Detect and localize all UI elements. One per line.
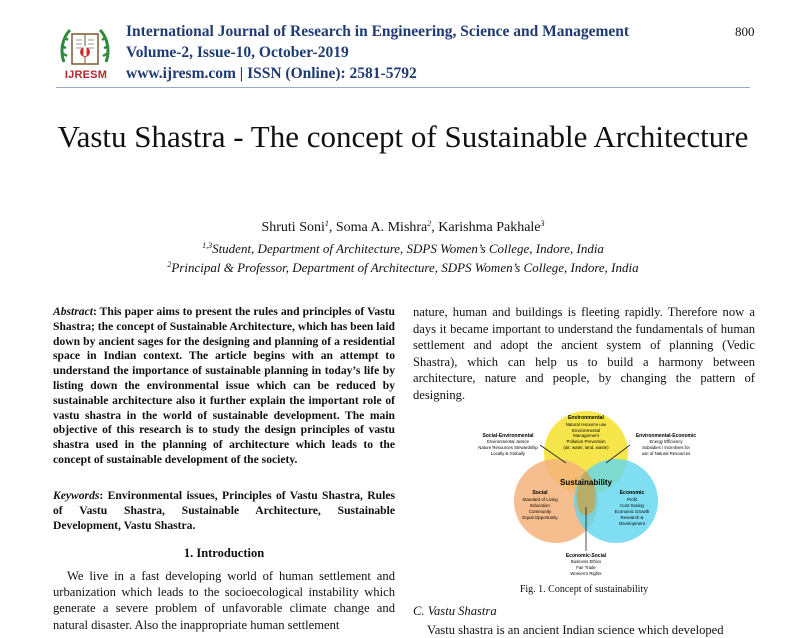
sustainability-venn-diagram	[470, 405, 702, 577]
social-line: Education	[530, 503, 550, 508]
logo-text: IJRESM	[64, 69, 108, 81]
journal-name: International Journal of Research in Engineering, Science and Management	[126, 23, 630, 40]
journal-volume: Volume-2, Issue-10, October-2019	[126, 44, 349, 61]
author-name: Soma A. Mishra	[335, 220, 428, 235]
page-number: 800	[735, 24, 755, 39]
keywords	[53, 489, 395, 533]
environmental-economic-line: Subsidies / Incentives for	[642, 445, 690, 450]
journal-header	[126, 21, 629, 84]
economic-line: Research &	[620, 515, 644, 520]
social-line: Equal Opportunity	[522, 515, 558, 520]
economic-social-line: Fair Trade	[576, 565, 596, 570]
social-environmental-title: Social-Environmental	[482, 433, 534, 439]
economic-line: Profit	[626, 497, 638, 502]
environmental-economic-title: Environmental-Economic	[635, 433, 697, 439]
economic-line: Cost Saving	[620, 503, 644, 508]
author-list: Shruti Soni$^1$, Soma A. Mishra$^2$, Karishma Pakhale$^3$	[261, 219, 545, 235]
figure-caption: Fig. 1. Concept of sustainability	[519, 584, 649, 595]
environmental-title: Environmental	[567, 415, 605, 421]
economic-social-title: Economic-Social	[565, 553, 607, 559]
social-title: Social	[532, 490, 548, 496]
abstract-text: : This paper aims to present the rules and principles of Vastu Shastra; the concept of Sustainable Architecture, which has been laid down by ancient sages for the designing and planning of a residential space in Indian context. The article begins with an attempt to understand the importance of sustainable planning in today’s life by listing down the environmental issue which can be reduced by sustainable architecture also it further explain the important role of vastu shastra in the world of sustainable development. The main objective of this research is to study the design principles of vastu shastra used in the planning of architecture which leads to the concept of sustainable development of the society.	[53, 305, 395, 466]
environmental-line: (air, water, land, waste)	[563, 445, 609, 450]
keywords-label: Keywords	[53, 489, 100, 502]
body-paragraph-continuation: Vastu shastra is an ancient Indian science which developed	[427, 623, 724, 637]
social-environmental-line: Nature Resources Stewardship	[478, 445, 538, 450]
economic-social-line: Business Ethics	[570, 559, 602, 564]
header-divider	[56, 87, 750, 88]
social-line: Community	[528, 509, 552, 514]
introduction-text: We live in a fast developing world of human settlement and urbanization which leads to the socioecological instability which generate a severe problem of unfavorable climate change and natural disaster. Also the inappropriate human settlement	[53, 569, 395, 632]
abstract-label: Abstract	[53, 305, 93, 318]
author-name: Shruti Soni	[261, 220, 325, 235]
journal-website: www.ijresm.com | ISSN (Online): 2581-5792	[126, 65, 417, 82]
subsection-heading: C. Vastu Shastra	[413, 604, 497, 618]
economic-social-line: Women’s Rights	[570, 571, 602, 576]
author-sup: 3	[540, 219, 545, 228]
affiliation-1: $^{1,3}$Student, Department of Architecture, SDPS Women’s College, Indore, India	[202, 241, 604, 256]
author-name: Karishma Pakhale	[438, 220, 541, 235]
author-sup: 1	[324, 219, 329, 228]
environmental-economic-line: Energy Efficiency	[649, 439, 683, 444]
abstract	[53, 305, 395, 468]
economic-line: Economic Growth	[614, 509, 650, 514]
affiliation-2: $^2$Principal & Professor, Department of Architecture, SDPS Women’s College, Indore, India	[167, 260, 639, 275]
economic-title: Economic	[619, 490, 645, 496]
sustainability-label: Sustainability	[559, 478, 613, 487]
section-heading-introduction: 1. Introduction	[183, 546, 265, 560]
economic-line: Development	[619, 521, 645, 526]
body-paragraph: nature, human and buildings is fleeting rapidly. Therefore now a days it became important to understand the fundamentals of human settlement and adopt the ancient system of planning (Vedic Shastra), which can help us to build a harmony between architecture, nature and people, by changing the pattern of designing.	[413, 305, 755, 402]
environmental-line: Natural resource use	[565, 422, 607, 427]
environmental-economic-line: use of Natural Resources	[641, 451, 691, 456]
social-environmental-line: Environmental Justice	[486, 439, 530, 444]
environmental-line: Management	[573, 433, 599, 438]
social-environmental-line: Locally & Globally	[490, 451, 526, 456]
environmental-line: Environmental	[571, 428, 601, 433]
author-sup: 2	[427, 219, 432, 228]
keywords-text: : Environmental issues, Principles of Vastu Shastra, Rules of Vastu Shastra, Sustainable Architecture, Sustainable Development, Vastu Shastra.	[53, 489, 395, 532]
environmental-line: Pollution Prevention	[566, 439, 606, 444]
paper-title: Vastu Shastra - The concept of Sustainable Architecture	[57, 119, 749, 154]
social-line: Standard of Living	[522, 497, 558, 502]
